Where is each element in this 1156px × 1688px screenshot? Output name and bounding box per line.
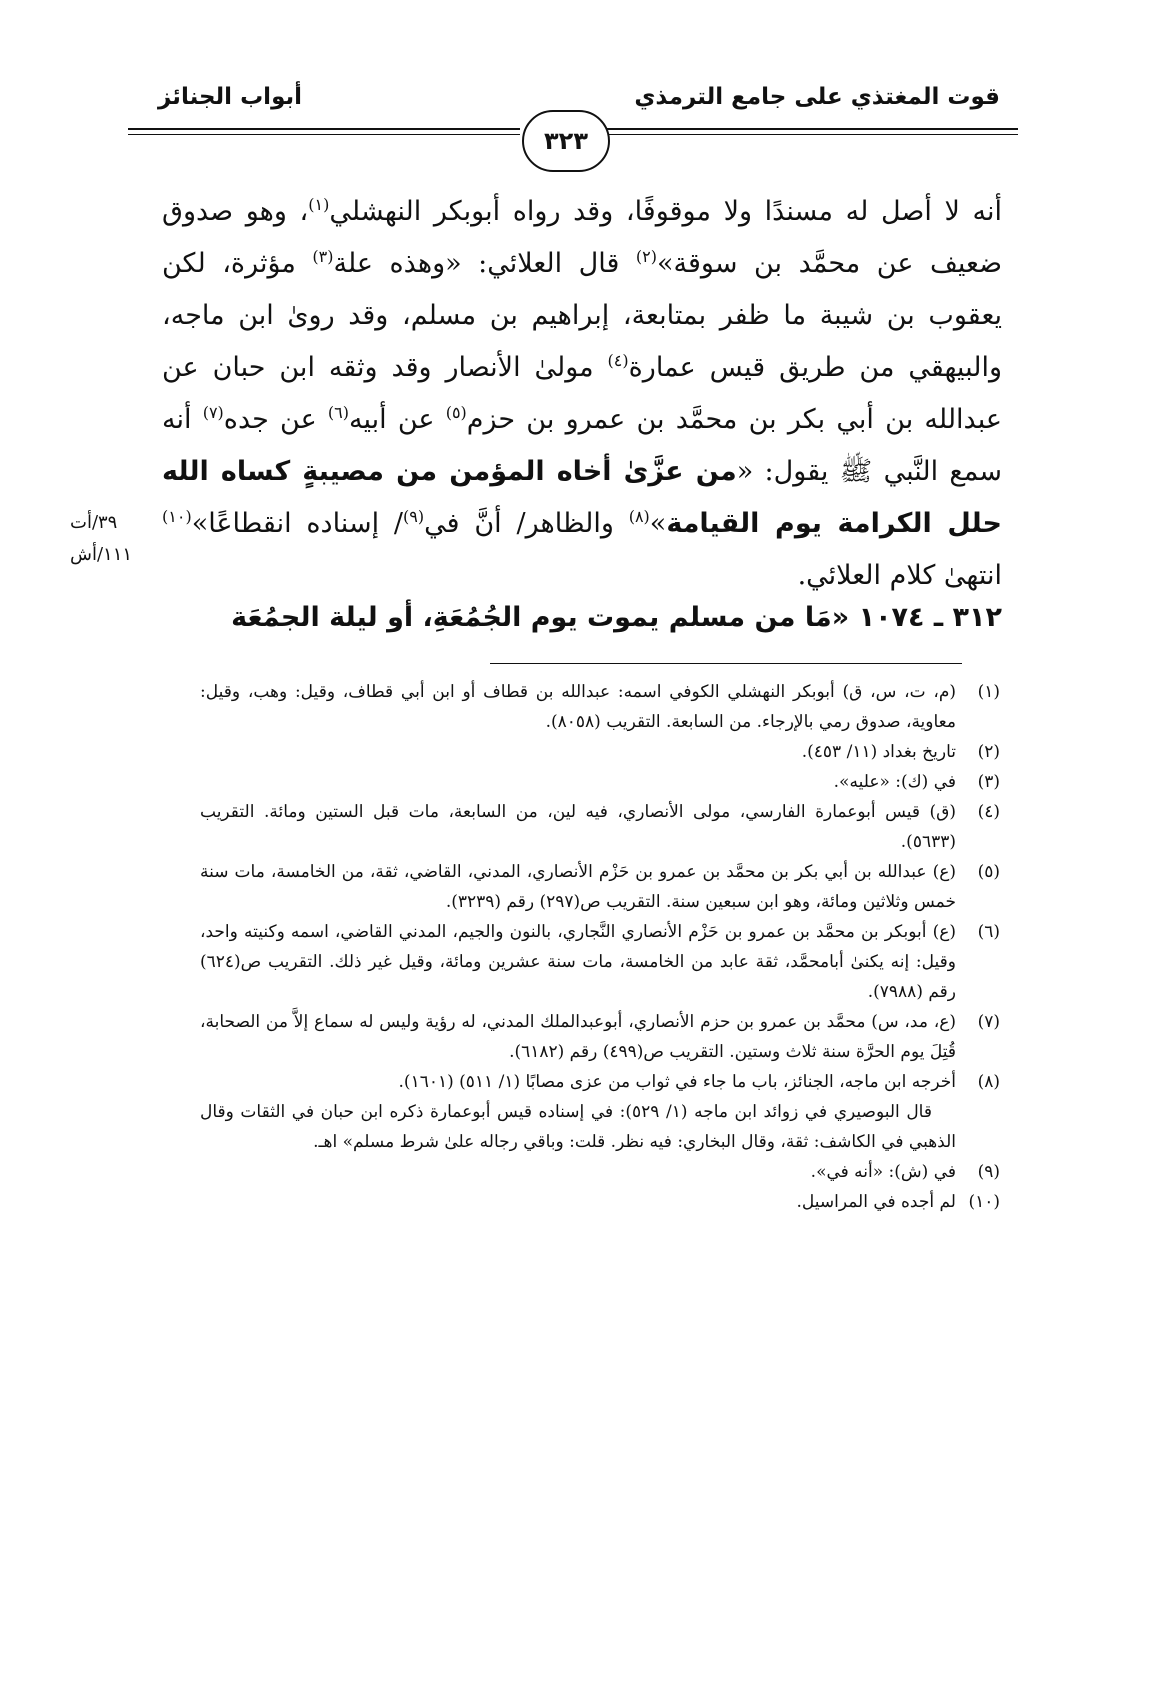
footnote-number: (٧) (977, 1012, 1000, 1032)
footnote-ref: (٥) (445, 403, 467, 422)
footnote-item (200, 857, 1000, 917)
footnote-ref: (٢) (635, 247, 658, 266)
footnote-separator (490, 663, 962, 664)
footnote-number: (٨) (977, 1072, 1000, 1092)
margin-note: ٣٩/أت (70, 512, 118, 533)
text-segment: أنه لا أصل له مسندًا ولا موقوفًا، وقد رواه أبوبكر النهشلي (329, 196, 1002, 227)
footnote-item (200, 737, 1000, 767)
header-rule-right (606, 128, 1018, 130)
footnote-ref: (١٠) (162, 507, 192, 526)
footnote-number: (١٠) (968, 1192, 1000, 1212)
footnote-text: لم أجده في المراسيل. (796, 1192, 956, 1212)
footnote-number: (٤) (977, 802, 1000, 822)
text-segment: مؤثرة، لكن يعقوب بن شيبة ما ظفر بمتابعة، إبراهيم بن مسلم، وقد روىٰ ابن ماجه، والبيهقي من طريق قيس عمارة (162, 248, 1002, 383)
text-segment: / إسناده انقطاعًا» (191, 508, 404, 539)
footnote-item (200, 767, 1000, 797)
hadith-text: من عزَّىٰ أخاه المؤمن من مصيبةٍ كساه الله حلل الكرامة يوم القيامة (162, 456, 1002, 539)
footnote-item (200, 797, 1000, 857)
footnote-ref: (٦) (327, 403, 349, 422)
footnote-text: في (ش): «أنه في». (810, 1162, 956, 1182)
page-number: ٣٢٣ (522, 110, 610, 172)
text-segment: مولىٰ الأنصار وقد وثقه ابن حبان عن عبدالله بن أبي بكر بن محمَّد بن عمرو بن حزم (162, 352, 1002, 435)
text-segment: انتهىٰ كلام العلائي. (797, 560, 1002, 591)
footnote-text-continued: قال البوصيري في زوائد ابن ماجه (١/ ٥٢٩): في إسناده قيس أبوعمارة ذكره ابن حبان في الثقات وقال الذهبي في الكاشف: ثقة، وقال البخاري: فيه نظر. قلت: وباقي رجاله علىٰ شرط مسلم» اهـ. (200, 1102, 956, 1152)
footnote-ref: (٣) (312, 247, 334, 266)
book-title: قوت المغتذي على جامع الترمذي (634, 84, 1000, 110)
header-rule-left (128, 134, 520, 135)
footnote-ref: (٧) (202, 403, 224, 422)
footnotes (200, 677, 1000, 1217)
text-segment: » (649, 508, 667, 539)
chapter-title: أبواب الجنائز (158, 84, 303, 110)
footnote-number: (٦) (977, 922, 1000, 942)
header-rule-right (606, 134, 1018, 135)
footnote-item (200, 1187, 1000, 1217)
footnote-item (200, 917, 1000, 1007)
footnote-text: في (ك): «عليه». (833, 772, 956, 792)
footnote-item (200, 677, 1000, 737)
text-segment: عن جده (223, 404, 328, 435)
text-segment: والظاهر/ أنَّ في (424, 508, 629, 539)
footnote-item (200, 1007, 1000, 1067)
footnote-text: (ع) أبوبكر بن محمَّد بن عمرو بن حَزْم الأنصاري النَّجاري، بالنون والجيم، المدني القاضي، اسمه وكنيته واحد، وقيل: إنه يكنىٰ أبامحمَّد، ثقة عابد من الخامسة، مات سنة عشرين ومائة، وقيل غير ذلك. التقريب ص(٦٢٤) رقم (٧٩٨٨). (200, 922, 956, 1002)
text-segment: ، وهو صدوق ضعيف عن محمَّد بن سوقة» (162, 196, 1002, 279)
margin-note: ١١١/أش (70, 544, 133, 565)
footnote-text: أخرجه ابن ماجه، الجنائز، باب ما جاء في ثواب من عزى مصابًا (١/ ٥١١) (١٦٠١). (398, 1072, 956, 1092)
footnote-number: (٥) (977, 862, 1000, 882)
text-segment: عن أبيه (348, 404, 446, 435)
footnote-number: (٩) (977, 1162, 1000, 1182)
section-heading: ٣١٢ ـ ١٠٧٤ «مَا من مسلم يموت يوم الجُمُعَةِ، أو ليلة الجمُعَة (231, 602, 1002, 633)
footnote-text: (ع) عبدالله بن أبي بكر بن محمَّد بن عمرو بن حَزْم الأنصاري، المدني، القاضي، ثقة، من الخامسة، مات سنة خمس وثلاثين ومائة، وهو ابن سبعين سنة. التقريب ص(٢٩٧) رقم (٣٢٣٩). (200, 862, 956, 912)
footnote-number: (١) (977, 682, 1000, 702)
footnote-item (200, 1067, 1000, 1157)
footnote-item (200, 1157, 1000, 1187)
text-segment: أنه سمع النَّبي ﷺ يقول: « (162, 404, 1002, 487)
footnote-text: (ع، مد، س) محمَّد بن عمرو بن حزم الأنصاري، أبوعبدالملك المدني، له رؤية وليس له سماع إلاَّ من الصحابة، قُتِلَ يوم الحرَّة سنة ثلاث وستين. التقريب ص(٤٩٩) رقم (٦١٨٢). (200, 1012, 956, 1062)
text-segment: قال العلائي: «وهذه علة (333, 248, 636, 279)
footnote-ref: (٩) (403, 507, 425, 526)
footnote-number: (٢) (977, 742, 1000, 762)
footnote-ref: (٨) (628, 507, 650, 526)
main-text (162, 186, 1002, 602)
footnote-ref: (١) (308, 195, 330, 214)
footnote-text: تاريخ بغداد (١١/ ٤٥٣). (801, 742, 956, 762)
footnote-text-block (200, 1067, 956, 1157)
footnote-ref: (٤) (607, 351, 629, 370)
header-rule-left (128, 128, 520, 130)
footnote-number: (٣) (977, 772, 1000, 792)
footnote-text: (ق) قيس أبوعمارة الفارسي، مولى الأنصاري، فيه لين، من السابعة، مات قبل الستين ومائة. التقريب (٥٦٣٣). (200, 802, 956, 852)
main-paragraph (162, 186, 1002, 602)
footnote-text: (م، ت، س، ق) أبوبكر النهشلي الكوفي اسمه: عبدالله بن قطاف أو ابن أبي قطاف، وقيل: وهب، وقيل: معاوية، صدوق رمي بالإرجاء. من السابعة. التقريب (٨٠٥٨). (200, 682, 956, 732)
